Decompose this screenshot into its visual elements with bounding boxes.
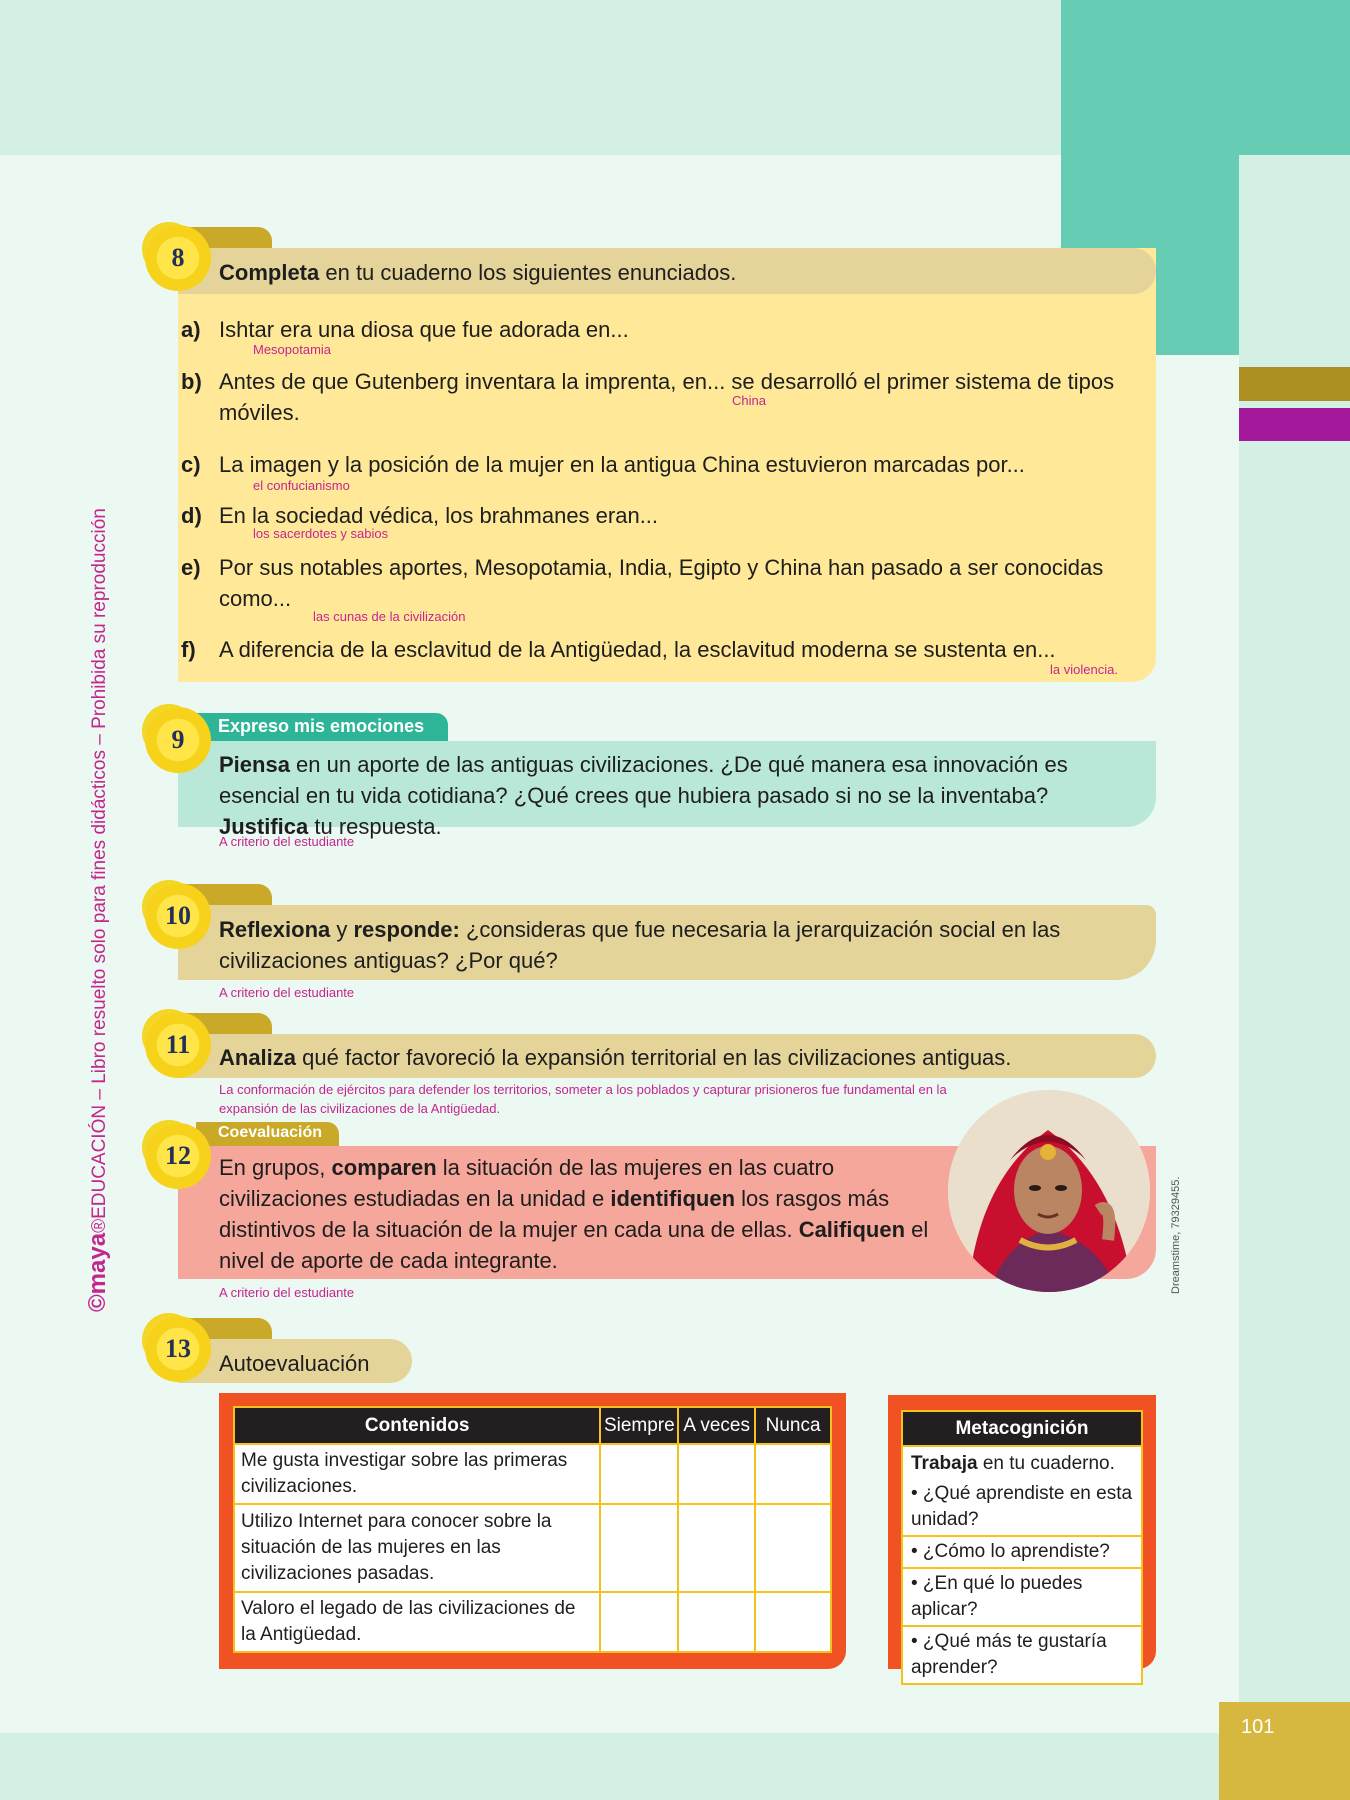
self-evaluation-frame [219,1393,846,1669]
activity-11-answer: La conformación de ejércitos para defender los territorios, someter a los poblados y capturar prisioneros fue fundamental en la expansión de las civilizaciones de la Antigüedad. [219,1082,947,1116]
activity-12-answer: A criterio del estudiante [219,1285,355,1300]
question-text-end: tu respuesta. [308,814,442,839]
statement-c [181,449,1139,480]
checkbox-cell[interactable] [678,1444,755,1504]
statement-text: Ishtar era una diosa que fue adorada en... [219,317,629,342]
metacognition-intro [902,1446,1142,1479]
activity-9-answer: A criterio del estudiante [219,834,355,849]
statement-e [181,552,1137,614]
verb-comparen: comparen [331,1155,437,1180]
activity-13-number-badge: 13 [145,1316,211,1382]
verb-piensa: Piensa [219,752,290,777]
activity-11-number-badge: 11 [145,1012,211,1078]
metacognition-title: Metacognición [902,1411,1142,1446]
question-text: En grupos, [219,1155,332,1180]
checkbox-cell[interactable] [755,1592,831,1652]
checkbox-cell[interactable] [678,1592,755,1652]
activity-10-number-badge: 10 [145,883,211,949]
verb-justifica: Justifica [219,814,309,839]
self-evaluation-table [233,1406,832,1653]
answer-e: las cunas de la civilización [313,609,466,624]
instruction-verb: Completa [219,260,320,285]
copyright-text: ®EDUCACIÓN – Libro resuelto solo para fines didácticos – Prohibida su reproducción [89,508,110,1233]
activity-12-question [219,1152,931,1276]
verb-analiza: Analiza [219,1045,297,1070]
metacognition-question: • ¿En qué lo puedes aplicar? [902,1568,1142,1626]
answer-b: China [732,393,766,408]
activity-9-number-badge: 9 [145,707,211,773]
header-contents: Contenidos [234,1407,600,1444]
question-text: qué factor favoreció la expansión territorial en las civilizaciones antiguas. [296,1045,1012,1070]
page-number: 101 [1219,1702,1350,1800]
copyright-notice [84,482,112,1312]
verb-reflexiona: Reflexiona [219,917,331,942]
question-text: ¿consideras que fue necesaria la jerarquización social en las civilizaciones antiguas? ¿Por qué? [219,917,1061,973]
header-never: Nunca [755,1407,831,1444]
answer-c: el confucianismo [253,478,350,493]
table-row [234,1592,831,1652]
verb-responde: responde: [353,917,460,942]
content-cell: Valoro el legado de las civilizaciones de la Antigüedad. [234,1592,600,1652]
question-text: los rasgos más distintivos de la situación de la mujer en cada una de ellas. [219,1186,890,1242]
verb-trabaja: Trabaja [911,1453,978,1474]
checkbox-cell[interactable] [755,1444,831,1504]
question-text: la situación de las mujeres en las cuatro civilizaciones estudiadas en la unidad e [219,1155,835,1211]
question-text: el nivel de aporte de cada integrante. [219,1217,929,1273]
coevaluation-tab: Coevaluación [196,1122,339,1146]
answer-a: Mesopotamia [253,342,332,357]
verb-identifiquen: identifiquen [610,1186,736,1211]
metacognition-table [901,1410,1143,1685]
checkbox-cell[interactable] [600,1444,678,1504]
checkbox-cell[interactable] [600,1592,678,1652]
content-cell: Utilizo Internet para conocer sobre la situación de las mujeres en las civilizaciones pasadas. [234,1504,600,1592]
statement-text: La imagen y la posición de la mujer en la antigua China estuvieron marcadas por... [219,452,1025,477]
emotions-tab: Expreso mis emociones [196,713,448,741]
self-evaluation-title: Autoevaluación [219,1351,370,1376]
question-connector: y [330,917,354,942]
activity-10-answer: A criterio del estudiante [219,985,355,1000]
statement-letter: f) [181,637,196,662]
statement-letter: d) [181,503,202,528]
metacognition-question: • ¿Cómo lo aprendiste? [902,1536,1142,1568]
statement-text: En la sociedad védica, los brahmanes eran... [219,503,659,528]
activity-8-instruction [219,257,736,288]
brand-logo: ©maya [84,1232,111,1312]
statement-text: Antes de que Gutenberg inventara la imprenta, en... se desarrolló el primer sistema de tipos móviles. [219,369,1115,425]
checkbox-cell[interactable] [755,1504,831,1592]
statement-letter: b) [181,369,202,394]
woman-portrait-photo [948,1090,1150,1292]
magenta-side-tab [1239,408,1350,441]
content-cell: Me gusta investigar sobre las primeras civilizaciones. [234,1444,600,1504]
activity-12-number-badge: 12 [145,1123,211,1189]
header-always: Siempre [600,1407,678,1444]
table-row [234,1504,831,1592]
metacognition-question: • ¿Qué más te gustaría aprender? [902,1626,1142,1684]
instruction-rest: en tu cuaderno los siguientes enunciados. [319,260,737,285]
bottom-band [0,1733,1350,1800]
statement-b [181,366,1137,428]
statement-text: A diferencia de la esclavitud de la Antigüedad, la esclavitud moderna se sustenta en... [219,637,1056,662]
checkbox-cell[interactable] [600,1504,678,1592]
verb-califiquen: Califiquen [798,1217,906,1242]
activity-11-question [219,1042,1011,1073]
statement-f [181,634,1139,665]
metacognition-question: • ¿Qué aprendiste en esta unidad? [902,1479,1142,1536]
table-row [234,1444,831,1504]
question-text: en un aporte de las antiguas civilizaciones. ¿De qué manera esa innovación es esencial en tu vida cotidiana? ¿Qué crees que hubiera pasado si no se la inventaba? [219,752,1068,808]
statement-text: Por sus notables aportes, Mesopotamia, India, Egipto y China han pasado a ser conocidas como... [219,555,1104,611]
metacognition-frame [888,1395,1156,1678]
activity-10-question [219,914,1137,976]
activity-8-number-badge: 8 [145,225,211,291]
statement-a [181,314,1139,345]
photo-credit: Dreamstime, 79329455. [1170,1176,1182,1294]
statement-letter: e) [181,555,201,580]
answer-d: los sacerdotes y sabios [253,526,389,541]
statement-letter: a) [181,317,201,342]
checkbox-cell[interactable] [678,1504,755,1592]
statement-letter: c) [181,452,201,477]
olive-side-tab [1239,367,1350,401]
answer-f: la violencia. [1050,662,1118,677]
intro-rest: en tu cuaderno. [977,1453,1115,1474]
activity-9-question [219,749,1137,842]
header-sometimes: A veces [678,1407,755,1444]
